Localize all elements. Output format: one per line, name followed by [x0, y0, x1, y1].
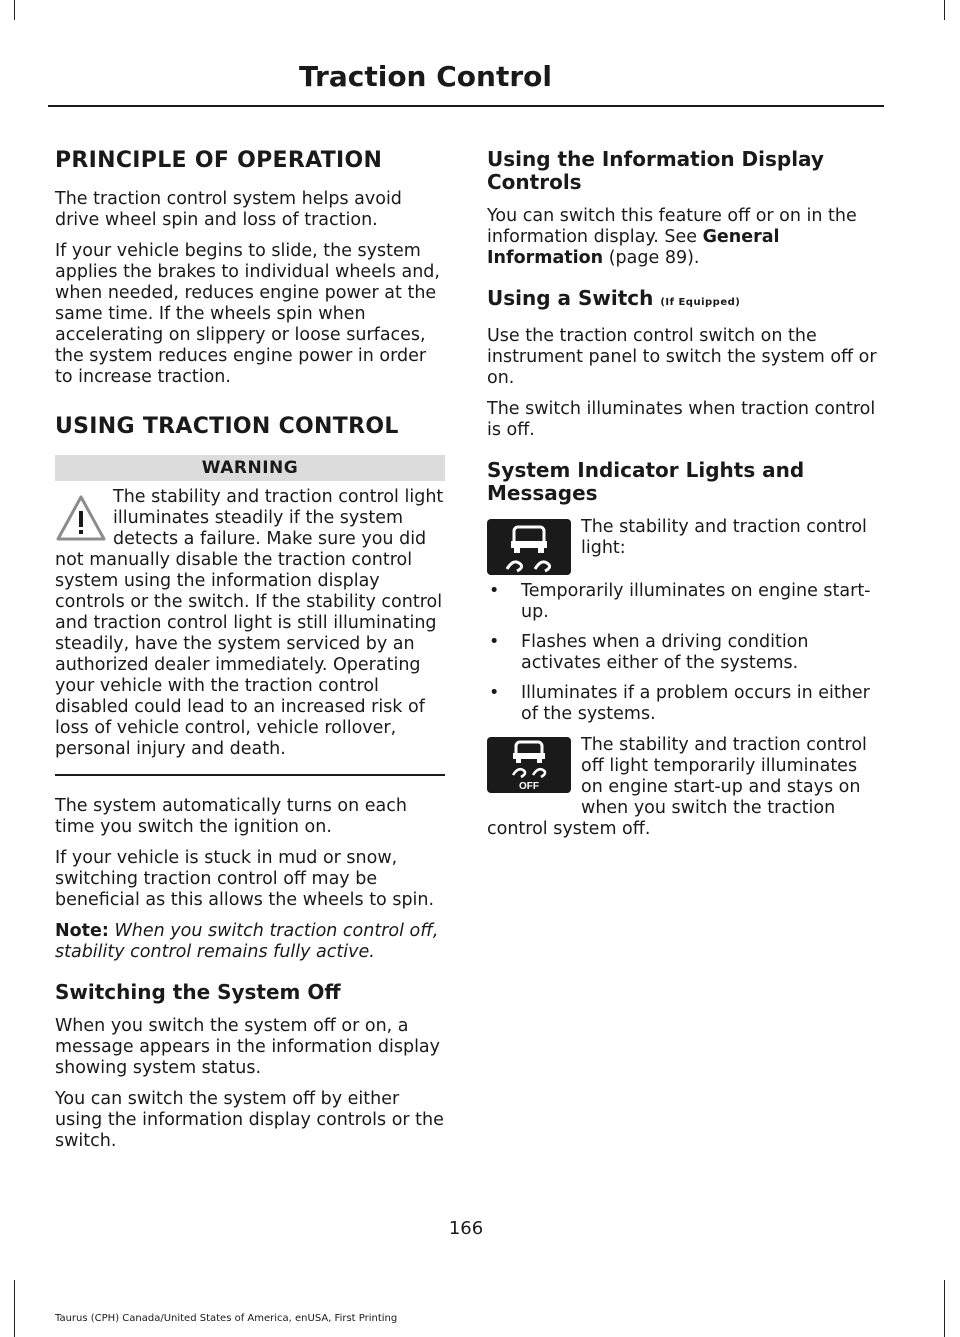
warning-triangle-icon: [55, 493, 107, 545]
crop-mark: [14, 1280, 15, 1337]
crop-mark: [944, 1280, 945, 1337]
warning-label: WARNING: [55, 455, 445, 481]
list-item: • Illuminates if a problem occurs in either of the systems.: [487, 683, 879, 725]
info-display-paragraph: [487, 206, 879, 269]
principle-paragraph-1: The traction control system helps avoid drive wheel spin and loss of traction.: [55, 189, 402, 230]
list-item: • Flashes when a driving condition activates either of the systems.: [487, 632, 879, 674]
page-number: 166: [448, 1218, 484, 1239]
crop-mark: [944, 0, 945, 20]
list-item: • Temporarily illuminates on engine start-up.: [487, 581, 879, 623]
switch-heading-text: Using a Switch: [487, 286, 654, 310]
switch-off-heading: Switching the System Off: [55, 979, 341, 1004]
switch-paragraph-1: Use the traction control switch on the instrument panel to switch the system off or on.: [487, 326, 877, 388]
indicator-1: [487, 517, 879, 559]
traction-control-off-light-icon: [487, 737, 571, 793]
warning-block: [55, 487, 445, 760]
indicator-heading: System Indicator Lights and Messages: [487, 458, 805, 505]
switch-heading-if-equipped: (If Equipped): [660, 297, 741, 308]
switch-paragraph-2: The switch illuminates when traction control is off.: [487, 399, 876, 440]
using-heading: USING TRACTION CONTROL: [55, 414, 399, 439]
note-text: When you switch traction control off, stability control remains fully active.: [55, 920, 439, 962]
right-column: [487, 140, 879, 850]
indicator-bullet-list: [487, 581, 879, 725]
indicator-2: [487, 735, 879, 840]
info-display-heading: Using the Information Display Controls: [487, 147, 824, 194]
header-rule: [48, 105, 884, 107]
info-display-page-ref: (page 89).: [608, 248, 700, 268]
note-label: Note:: [55, 920, 109, 941]
switch-off-paragraph-1: When you switch the system off or on, a message appears in the information display showing system status.: [55, 1015, 441, 1078]
indicator-2-text: The stability and traction control off light temporarily illuminates on engine start-up and stays on when you switch the traction control system off.: [487, 735, 867, 839]
page-header-title: Traction Control: [299, 60, 552, 93]
note-paragraph: [55, 921, 445, 963]
principle-paragraph-2: If your vehicle begins to slide, the system applies the brakes to individual wheels and, when needed, reduces engine power at the same time. If the wheels spin when accelerating on slippery or loose surfaces, the system reduces engine power in order to increase traction.: [55, 241, 440, 387]
auto-on-paragraph: The system automatically turns on each time you switch the ignition on.: [55, 795, 407, 837]
stuck-paragraph: If your vehicle is stuck in mud or snow, switching traction control off may be beneficial as this allows the wheels to spin.: [55, 847, 435, 910]
warning-text: The stability and traction control light illuminates steadily if the system detects a failure. Make sure you did not manually disable the traction control system using the information display controls or the switch. If the stability control and traction control light is still illuminating steadily, have the system serviced by an authorized dealer immediately. Operating your vehicle with the traction control disabled could lead to an increased risk of loss of vehicle control, vehicle rollover, personal injury and death.: [55, 487, 444, 759]
left-column: [55, 140, 445, 1162]
off-label: OFF: [519, 781, 539, 792]
indicator-1-text: The stability and traction control light:: [581, 517, 867, 558]
switch-heading: [487, 287, 879, 314]
warning-end-rule: [55, 774, 445, 776]
crop-mark: [14, 0, 15, 20]
principle-heading: PRINCIPLE OF OPERATION: [55, 148, 383, 173]
info-display-text: You can switch this feature off or on in the information display. See: [487, 206, 857, 247]
traction-control-light-icon: [487, 519, 571, 575]
switch-off-paragraph-2: You can switch the system off by either using the information display controls or the switch.: [55, 1088, 444, 1151]
general-information-link[interactable]: General Information: [487, 227, 780, 268]
footer: Taurus (CPH) Canada/United States of America, enUSA, First Printing: [55, 1313, 398, 1324]
